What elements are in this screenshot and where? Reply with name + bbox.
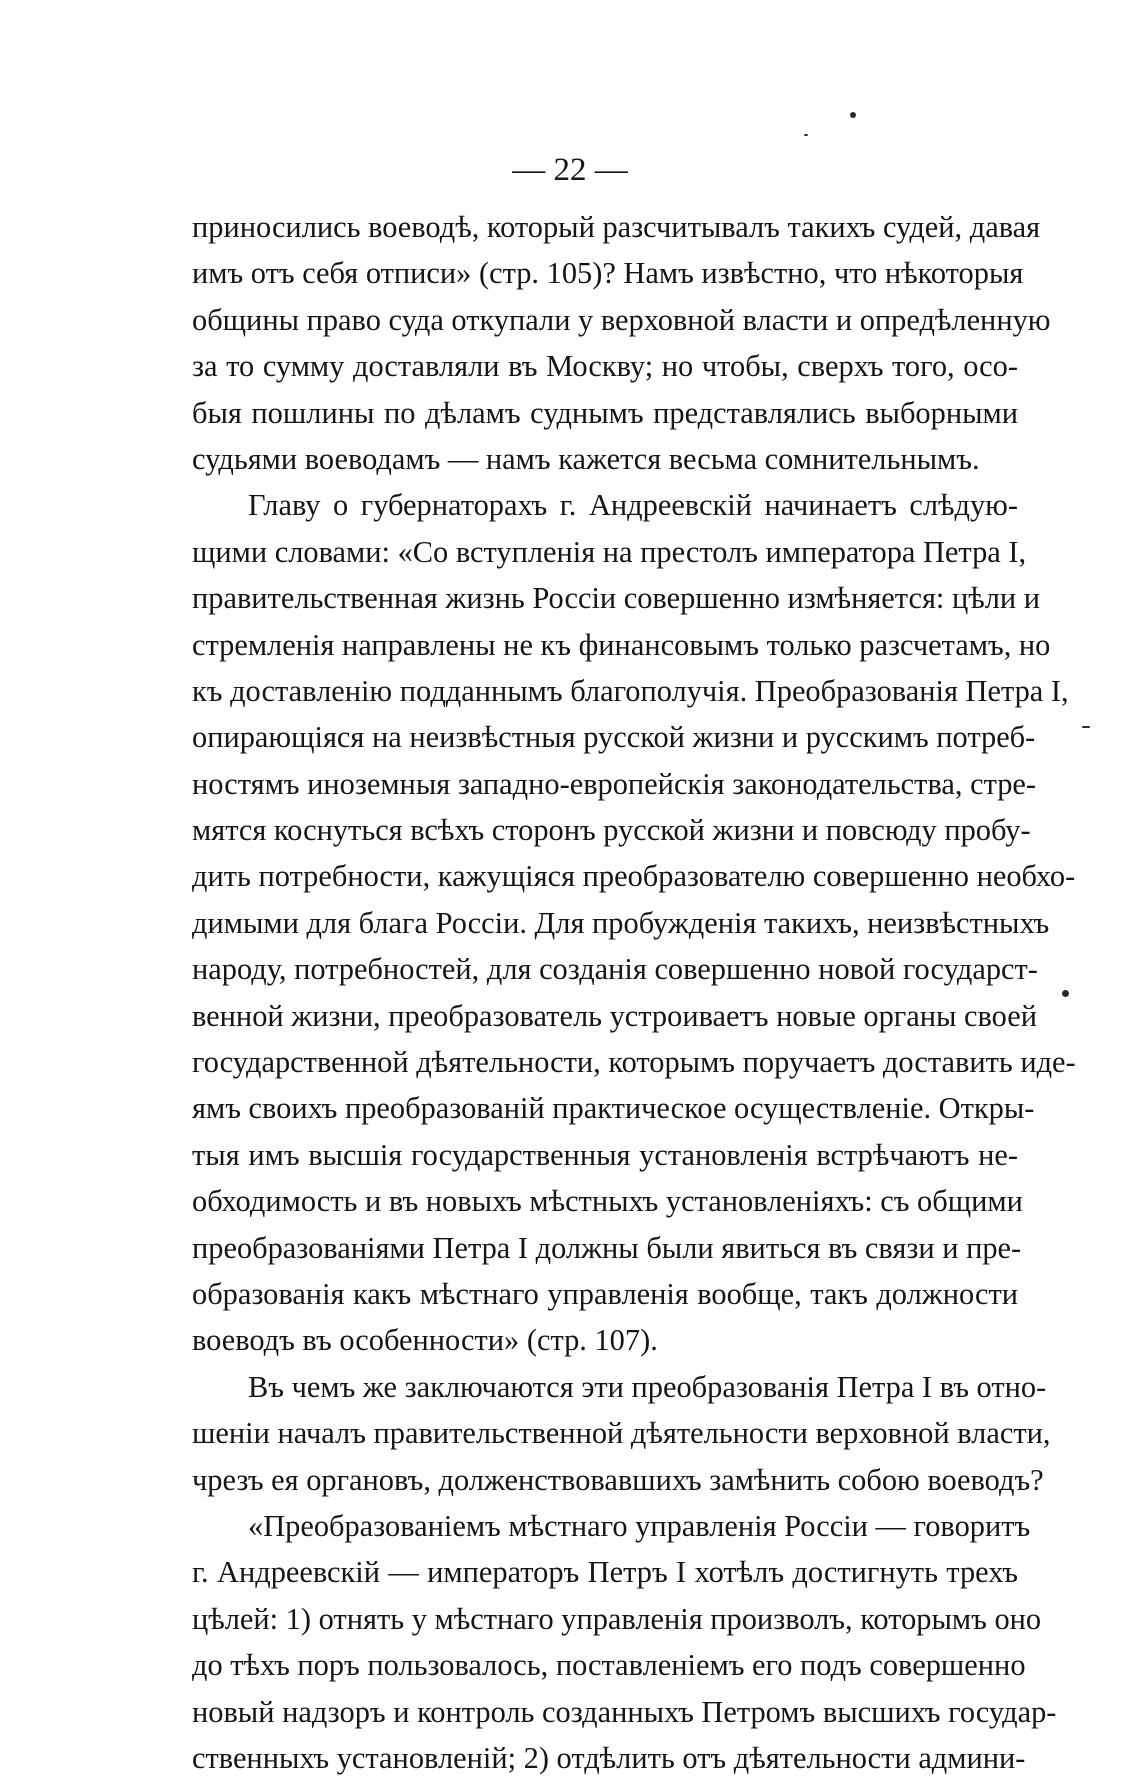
text-line: воеводъ въ особенности» (стр. 107). [192,1323,658,1358]
text-line: димыми для блага Россіи. Для пробужденія такихъ, неизвѣстныхъ [192,905,1050,940]
text-line: народу, потребностей, для созданія совершенно новой государст- [192,952,1038,987]
ink-speck [1082,726,1090,728]
text-line: образованія какъ мѣстнаго управленія вообще, такъ должности [192,1276,1018,1311]
text-line: ностямъ иноземныя западно-европейскія законодательства, стре- [192,766,1037,801]
text-line: щими словами: «Со вступленія на престолъ императора Петра I, [192,534,1027,569]
text-line: тыя имъ высшія государственныя установленія встрѣчаютъ не- [192,1137,1018,1172]
text-line: обходимость и въ новыхъ мѣстныхъ установленіяхъ: съ общими [192,1184,1023,1219]
text-line: чрезъ ея органовъ, долженствовавшихъ замѣнить собою воеводъ? [192,1462,1044,1497]
text-line: государственной дѣятельности, которымъ поручаетъ доставить иде- [192,1045,1076,1080]
ink-speck [804,134,808,136]
text-line: шеніи началъ правительственной дѣятельности верховной власти, [192,1416,1051,1451]
text-line: судьями воеводамъ — намъ кажется весьма сомнительнымъ. [192,441,980,476]
text-line: Главу о губернаторахъ г. Андреевскій начинаетъ слѣдую- [248,488,1018,523]
page-number: — 22 — [512,152,628,188]
text-line: венной жизни, преобразователь устроиваетъ новые органы своей [192,998,1037,1033]
text-line: къ доставленію подданнымъ благополучія. Преобразованія Петра I, [192,673,1069,708]
text-line: за то сумму доставляли въ Москву; но чтобы, сверхъ того, осо- [192,349,1018,384]
text-line: имъ отъ себя отписи» (стр. 105)? Намъ извѣстно, что нѣкоторыя [192,256,1024,291]
text-line: опирающіяся на неизвѣстныя русской жизни и русскимъ потреб- [192,720,1036,755]
text-line: дить потребности, кажущіяся преобразователю совершенно необхо- [192,859,1076,894]
text-line: преобразованіями Петра I должны были явиться въ связи и пре- [192,1230,1022,1265]
text-line: Въ чемъ же заключаются эти преобразованія Петра I въ отно- [248,1369,1047,1404]
text-line: цѣлей: 1) отнять у мѣстнаго управленія произволъ, которымъ оно [192,1601,1042,1636]
ink-speck [1062,990,1069,997]
text-line: приносились воеводѣ, который разсчитывалъ такихъ судей, давая [192,210,1041,244]
text-line: ямъ своихъ преобразованій практическое осуществленіе. Откры- [192,1091,1035,1126]
text-line: правительственная жизнь Россіи совершенно измѣняется: цѣли и [192,581,1041,616]
text-line: новый надзоръ и контроль созданныхъ Петромъ высшихъ государ- [192,1694,1057,1729]
text-line: стремленія направлены не къ финансовымъ только разсчетамъ, но [192,627,1051,662]
text-line: ственныхъ установленій; 2) отдѣлить отъ дѣятельности админи- [192,1740,1026,1775]
main-text [192,204,1076,1781]
text-line: до тѣхъ поръ пользовалось, поставленіемъ его подъ совершенно [192,1648,1026,1683]
text-line: быя пошлины по дѣламъ суднымъ представлялись выборными [192,395,1018,430]
text-line: «Преобразованіемъ мѣстнаго управленія Россіи — говоритъ [248,1508,1031,1543]
text-line: г. Андреевскій — императоръ Петръ I хотѣлъ достигнуть трехъ [192,1555,1018,1590]
ink-speck [850,112,856,118]
text-line: общины право суда откупали у верховной власти и опредѣленную [192,302,1051,337]
text-line: мятся коснуться всѣхъ сторонъ русской жизни и повсюду пробу- [192,813,1031,848]
